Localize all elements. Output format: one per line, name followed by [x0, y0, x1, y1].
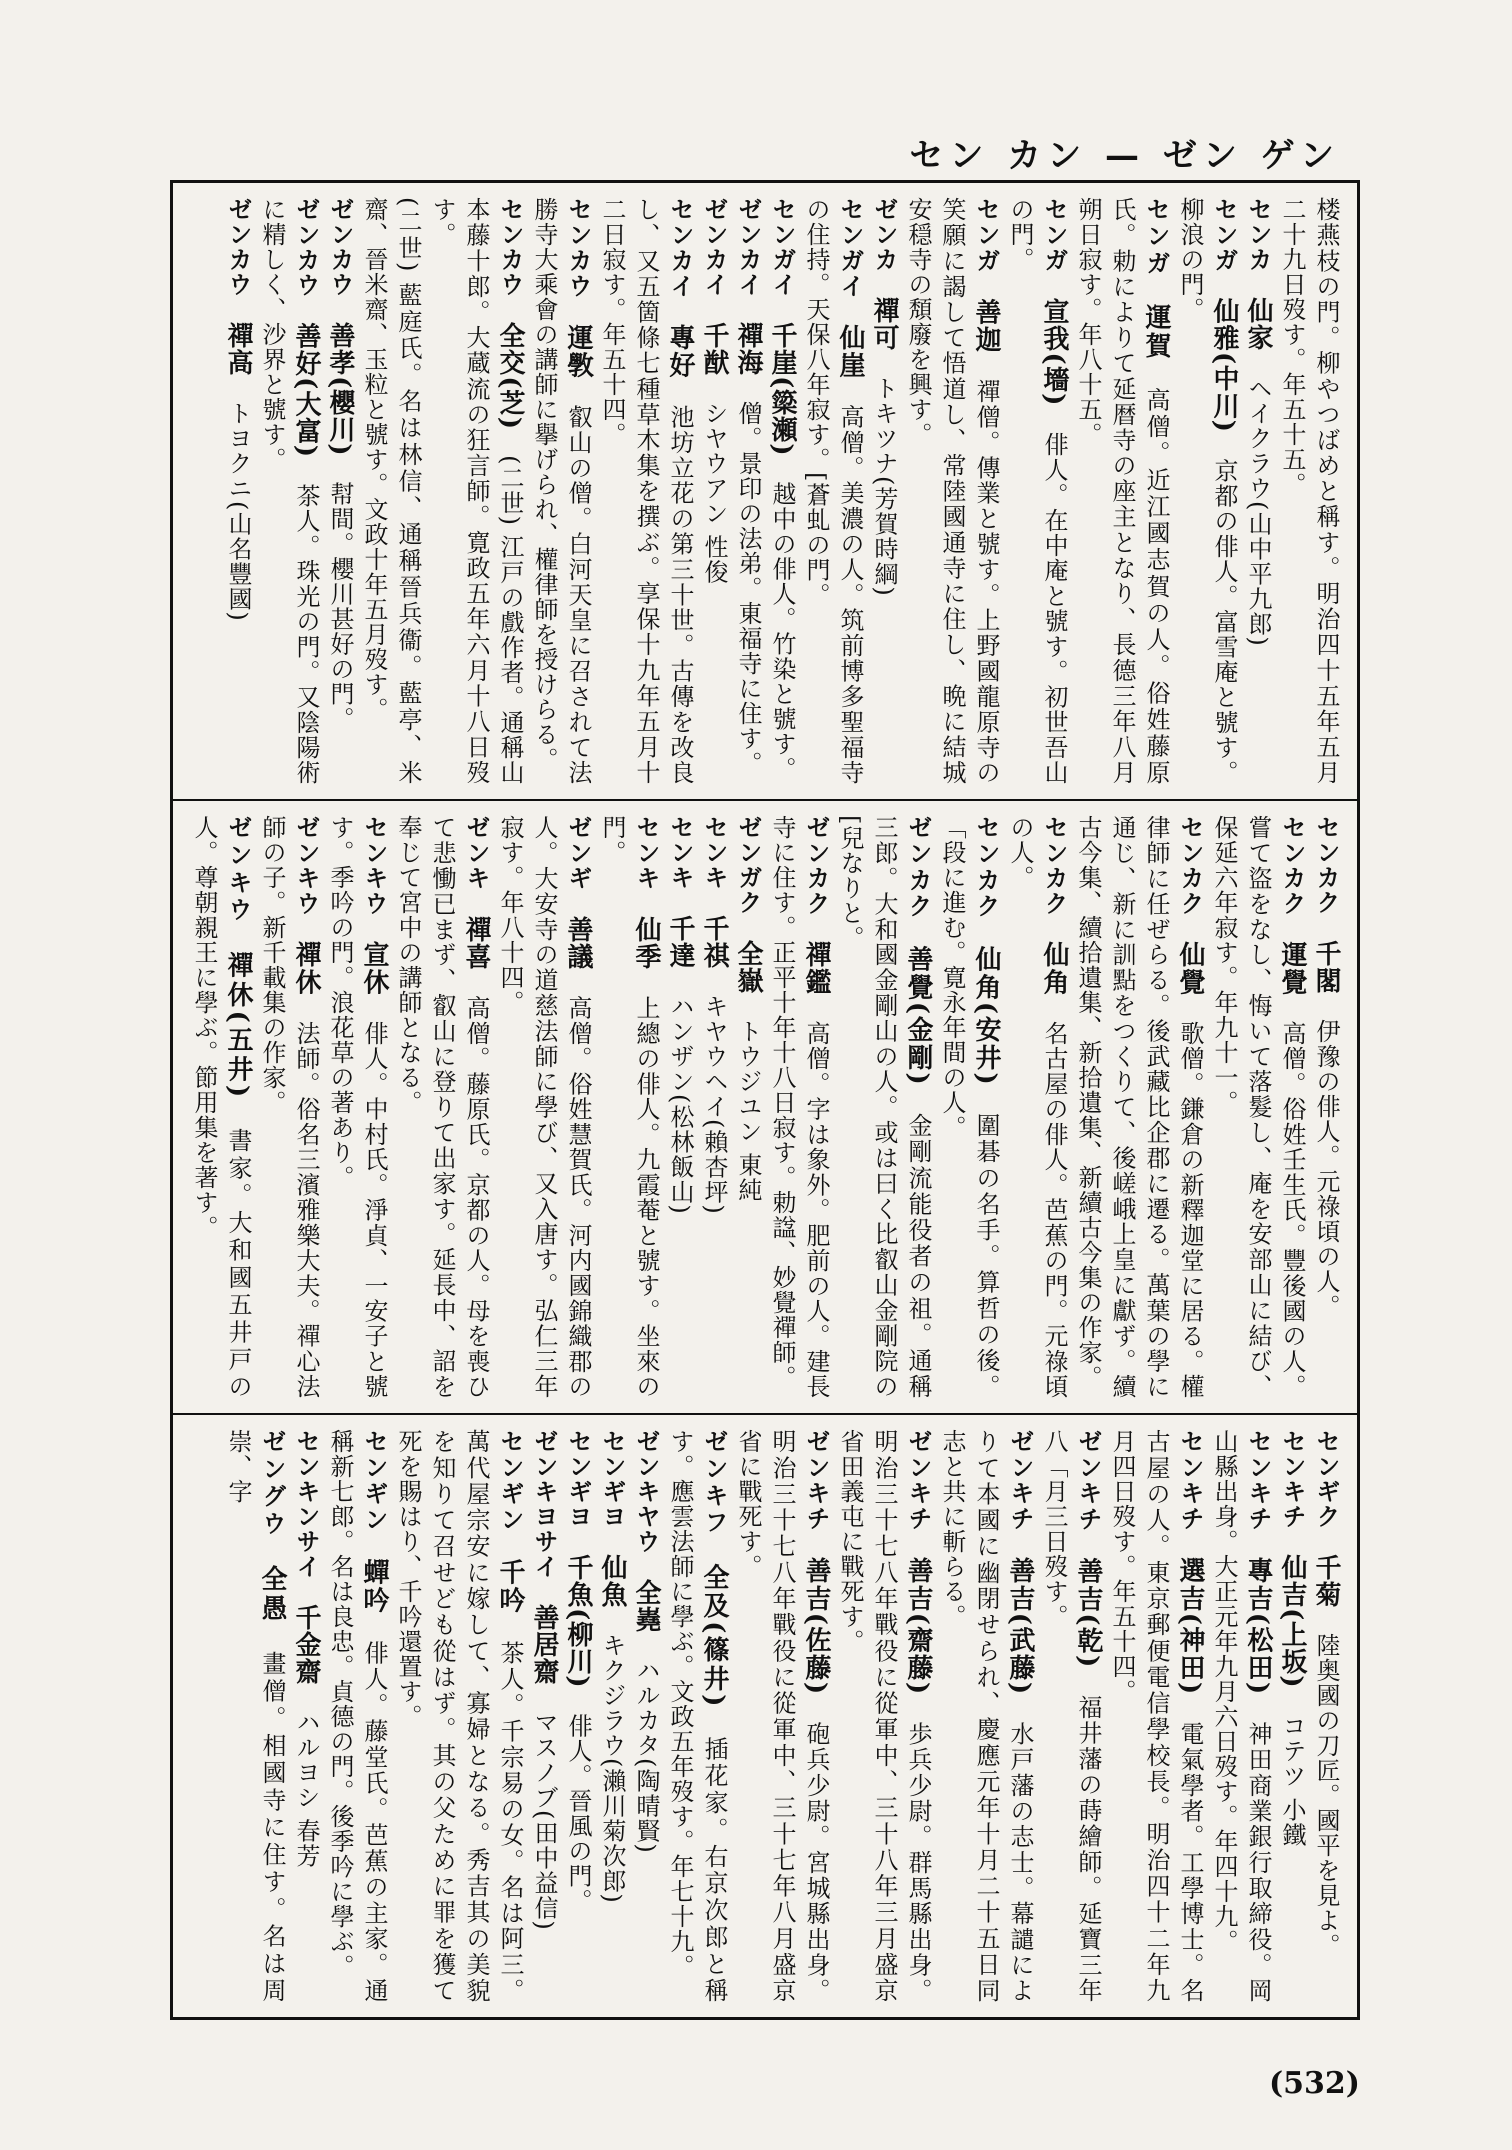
entry-text: 禪僧。傳業と號す。上野國龍原寺の笑願に謁して悟道し、常陸國通寺に住し、晩に結城安穏寺の頽廢を興す。	[904, 197, 1000, 785]
entry-text: ヘイクラウ(山中平九郎)	[1244, 376, 1272, 647]
entry-text: 高僧。近江國志賀の人。俗姓藤原氏。勅によりて延暦寺の座主となり、長德三年八月朔日寂す。年八十五。	[1074, 197, 1170, 785]
dictionary-entry	[1207, 1429, 1275, 2003]
dictionary-entry	[425, 197, 527, 785]
dictionary-entry	[1003, 815, 1071, 1399]
entry-kanji: 仙魚	[597, 1554, 627, 1608]
dictionary-entry	[323, 197, 357, 785]
entry-text: 高僧。藤原氏。京都の人。母を喪ひて悲慟已まず、叡山に登りて出家す。延長中、詔を奉じて宮中の講師となる。	[394, 815, 490, 1399]
dictionary-entry	[731, 815, 765, 1399]
tier-text	[187, 1429, 1343, 2003]
entry-headword: センカク	[972, 815, 1000, 920]
entry-kanji: 全嶤	[631, 1579, 661, 1633]
dictionary-entry	[1309, 815, 1343, 1399]
entry-headword: センギク	[1312, 1429, 1340, 1529]
entry-kanji: 千魚(柳川)	[563, 1554, 593, 1689]
entry-text: 上總の俳人。九霞菴と號す。坐來の門。	[598, 815, 660, 1399]
dictionary-entry	[867, 197, 901, 785]
entry-text: 歌僧。鎌倉の新釋迦堂に居る。權律師に任ぜらる。後武藏比企郡に遷る。萬葉の學に通じ、新に訓點をつくりて、後嵯峨上皇に獻ず。續古今集、續拾遺集、新拾遺集、新續古今集の作家。	[1074, 815, 1204, 1399]
entry-headword: センギヨ	[598, 1429, 626, 1529]
entry-headword: センキ	[700, 815, 728, 890]
dictionary-entry	[221, 1429, 289, 2003]
dictionary-entry	[935, 1429, 1037, 2003]
dictionary-entry	[561, 1429, 595, 2003]
entry-headword: センカウ	[496, 197, 524, 298]
entry-text: マスノブ(田中益信)	[530, 1710, 558, 1931]
dictionary-entry	[697, 815, 731, 1399]
entry-headword: ゼンカウ	[224, 197, 252, 297]
entry-text: 畫僧。相國寺に住す。名は周崇、字	[224, 1429, 286, 2003]
dictionary-frame	[170, 180, 1360, 2020]
entry-headword: センカク	[1176, 815, 1204, 916]
dictionary-entry	[323, 815, 391, 1399]
entry-kanji: 善吉(武藤)	[1005, 1557, 1035, 1696]
entry-kanji: 善孝(櫻川)	[325, 322, 355, 457]
entry-text: ハンザン(松林飯山)	[666, 994, 694, 1215]
entry-kanji: 全交(芝)	[495, 322, 525, 430]
dictionary-entry	[289, 1429, 323, 2003]
entry-text: トキツナ(芳賀時綱)	[870, 376, 898, 597]
entry-text: 高僧。俗姓慧賀氏。河内國錦織郡の人。大安寺の道慈法師に學び、又入唐す。弘仁三年寂す。年八十四。	[496, 815, 592, 1399]
entry-text: 法師。俗名三濱雅樂大夫。禪心法師の子。新千載集の作家。	[258, 815, 320, 1399]
entry-headword: センガ	[972, 197, 1000, 274]
entry-kanji: 善覺(金剛)	[903, 945, 933, 1086]
entry-kanji: 千金齋	[291, 1604, 321, 1685]
dictionary-entry	[663, 1429, 731, 2003]
entry-headword: ゼンガク	[734, 815, 762, 915]
entry-headword: センギヨ	[564, 1429, 592, 1529]
dictionary-entry	[1207, 815, 1309, 1399]
entry-kanji: 專好	[665, 324, 695, 379]
entry-headword: センギン	[496, 1429, 524, 1533]
entry-kanji: 仙崖	[835, 324, 865, 379]
entry-headword: センキチ	[1244, 1429, 1272, 1532]
entry-text: 茶人。千宗易の女。名は阿三。萬代屋宗安に嫁して、寡婦となる。秀吉其の美貌を知りて召せども從はず。其の父ために罪を獲て死を賜はり、千吟還置す。	[394, 1429, 524, 2003]
dictionary-entry	[1173, 197, 1241, 785]
entry-kanji: 仙角(安井)	[971, 945, 1001, 1086]
entry-text: 福井藩の蒔繪師。延寶三年八「月三日歿す。	[1040, 1429, 1102, 2003]
tier-text	[187, 815, 1343, 1399]
entry-kanji: 禪海	[733, 322, 763, 376]
dictionary-entry	[935, 815, 1003, 1399]
entry-headword: センカウ	[564, 197, 592, 299]
dictionary-entry	[527, 197, 595, 785]
dictionary-entry	[697, 197, 731, 785]
entry-text: 俳人。在中庵と號す。初世吾山の門。	[1006, 197, 1068, 785]
entry-text: 水戸藩の志士。幕譴によりて本國に幽閉せられ、慶應元年十月二十五日同志と共に斬らる。	[938, 1429, 1034, 2003]
entry-headword: ゼンキウ	[292, 815, 320, 916]
dictionary-entry	[1309, 1429, 1343, 2003]
entry-text: 伊豫の俳人。元祿頃の人。	[1312, 1019, 1340, 1319]
entry-headword: センカク	[1040, 815, 1068, 916]
entry-headword: センキチ	[1278, 1429, 1306, 1529]
dictionary-entry	[629, 1429, 663, 2003]
entry-headword: ゼンキウ	[224, 815, 252, 925]
entry-headword: センキチ	[1176, 1429, 1204, 1532]
dictionary-entry	[1241, 197, 1275, 785]
entry-kanji: 千吟	[495, 1558, 525, 1615]
dictionary-entry	[595, 815, 663, 1399]
dictionary-entry	[323, 1429, 391, 2003]
entry-kanji: 仙吉(上坂)	[1277, 1554, 1307, 1689]
dictionary-entry	[833, 815, 935, 1399]
entry-text: 陸奥國の刀匠。國平を見よ。	[1312, 1633, 1340, 1958]
entry-text: 高僧。美濃の人。筑前博多聖福寺の住持。天保八年寂す。[蒼虬の門。	[802, 197, 864, 785]
entry-kanji: 千崖(簗瀬)	[767, 322, 797, 457]
dictionary-entry	[187, 815, 255, 1399]
dictionary-entry	[255, 815, 323, 1399]
tier-top	[173, 183, 1357, 801]
entry-headword: ゼンキチ	[1006, 1429, 1034, 1532]
entry-text: 圍碁の名手。算哲の後。「段に進む。寛永年間の人。	[938, 815, 1000, 1399]
entry-headword: ゼンカク	[802, 815, 830, 916]
dictionary-entry	[391, 815, 493, 1399]
entry-text: トウジユン 東純	[734, 1019, 762, 1203]
entry-text: 電氣學者。工學博士。名古屋の人。東京郵便電信學校長。明治四十二年九月四日歿す。年五十四。	[1108, 1429, 1204, 2003]
entry-text: 俳人。中村氏。淨貞、一安子と號す。季吟の門。浪花草の著あり。	[326, 815, 388, 1399]
entry-headword: ゼンギ	[564, 815, 592, 891]
entry-text: 茶人。珠光の門。又陰陽術に精しく、沙界と號す。	[258, 197, 320, 785]
entry-text: 插花家。右京次郎と稱す。應雲法師に學ぶ。文政五年歿す。年七十九。	[666, 1429, 728, 2003]
entry-text: 楼燕枝の門。柳やつばめと稱す。明治四十五年五月二十九日歿す。年五十五。	[1278, 197, 1340, 785]
dictionary-entry	[731, 197, 765, 785]
entry-headword: センガ	[1210, 197, 1238, 273]
entry-headword: ゼンキヤウ	[632, 1429, 660, 1554]
dictionary-entry	[901, 197, 1003, 785]
entry-text: 越中の俳人。竹染と號す。	[768, 481, 796, 782]
entry-headword: ゼンキヨサイ	[530, 1429, 558, 1579]
dictionary-entry	[1071, 815, 1207, 1399]
entry-headword: ゼンキチ	[802, 1429, 830, 1532]
entry-kanji: 千祺	[699, 915, 729, 969]
entry-text: シヤウアン 性俊	[700, 401, 728, 585]
page-number: (532)	[1268, 2066, 1360, 2101]
entry-kanji: 仙雅(中川)	[1209, 297, 1239, 433]
dictionary-entry	[799, 197, 867, 785]
entry-text: トヨクニ(山名豐國)	[224, 401, 252, 622]
running-head: セン カン — ゼン ゲン	[909, 136, 1340, 176]
entry-headword: センガイ	[768, 197, 796, 297]
entry-text: 京都の俳人。富雪庵と號す。柳浪の門。	[1176, 197, 1238, 785]
tier-middle	[173, 801, 1357, 1415]
entry-headword: ゼンキチ	[1074, 1429, 1102, 1532]
entry-kanji: 運賀	[1141, 303, 1171, 361]
dictionary-entry	[1105, 1429, 1207, 2003]
entry-text: 高僧。俗姓壬生氏。豐後國の人。嘗て盜をなし、悔いて落髮し、庵を安部山に結び、保延六年寂す。年九十一。	[1210, 815, 1306, 1399]
entry-headword: ゼンカウ	[326, 197, 354, 297]
dictionary-entry	[1275, 1429, 1309, 2003]
entry-kanji: 全愚	[257, 1565, 287, 1624]
entry-headword: センカ	[1244, 197, 1272, 272]
entry-kanji: 禪鑑	[801, 941, 831, 996]
entry-text: ハルカタ(陶晴賢)	[632, 1658, 660, 1854]
entry-text: 神田商業銀行取締役。岡山縣出身。大正元年九月六日歿す。年四十九。	[1210, 1429, 1272, 2003]
entry-kanji: 禪高	[223, 322, 253, 376]
dictionary-entry	[493, 815, 595, 1399]
dictionary-entry	[1071, 197, 1173, 785]
entry-headword: センキウ	[360, 815, 388, 916]
entry-headword: ゼンカウ	[292, 197, 320, 298]
entry-kanji: 善迦	[971, 298, 1001, 354]
entry-kanji: 宣休	[359, 941, 389, 996]
entry-kanji: 蟬吟	[359, 1558, 389, 1615]
entry-text: コテツ 小鐵	[1278, 1713, 1306, 1848]
entry-kanji: 禪可	[869, 297, 899, 351]
entry-headword: センガイ	[836, 197, 864, 299]
entry-headword: ゼングウ	[258, 1429, 286, 1538]
dictionary-entry	[731, 1429, 833, 2003]
dictionary-entry	[595, 197, 697, 785]
entry-kanji: 全嶽	[733, 940, 763, 994]
entry-kanji: 仙家	[1243, 297, 1273, 351]
entry-headword: センカク	[1278, 815, 1306, 916]
dictionary-entry	[833, 1429, 935, 2003]
entry-headword: ゼンカイ	[700, 197, 728, 297]
entry-kanji: 宣我(墻)	[1039, 297, 1069, 407]
dictionary-entry	[255, 197, 323, 785]
entry-kanji: 專吉(松田)	[1243, 1557, 1273, 1696]
dictionary-entry	[1275, 197, 1343, 785]
entry-text: 池坊立花の第三十世。古傳を改良し、又五箇條七種草木集を撰ぶ。享保十九年五月十二日寂す。年五十四。	[598, 197, 694, 785]
entry-kanji: 禪喜	[461, 915, 491, 971]
entry-text: 歩兵少尉。群馬縣出身。明治三十七八年戰役に從軍中、三十八年三月盛京省田義屯に戰死す。	[836, 1429, 932, 2003]
entry-kanji: 善吉(齋藤)	[903, 1557, 933, 1696]
dictionary-entry	[663, 815, 697, 1399]
dictionary-entry	[391, 1429, 527, 2003]
entry-kanji: 仙覺	[1175, 941, 1205, 996]
entry-kanji: 全及(篠井)	[699, 1563, 729, 1708]
entry-kanji: 千猷	[699, 322, 729, 376]
entry-kanji: 運覺	[1277, 941, 1307, 996]
entry-headword: センキ	[666, 815, 694, 890]
tier-bottom	[173, 1415, 1357, 2017]
entry-text: 僧。景印の法弟。東福寺に住す。	[734, 401, 762, 776]
entry-headword: センギン	[360, 1429, 388, 1533]
entry-headword: ゼンカ	[870, 197, 898, 272]
entry-text: 俳人。晉風の門。	[564, 1713, 592, 1914]
entry-text: 名古屋の俳人。芭蕉の門。元祿頃の人。	[1006, 815, 1068, 1399]
entry-headword: ゼンキチ	[904, 1429, 932, 1532]
entry-text: キクジラウ(瀨川菊次郎)	[598, 1633, 626, 1904]
entry-kanji: 禪休	[291, 941, 321, 996]
entry-kanji: 善好(大富)	[291, 322, 321, 459]
entry-headword: ゼンキフ	[700, 1429, 728, 1537]
entry-text: キヤウヘイ(賴杏坪)	[700, 994, 728, 1215]
entry-headword: ゼンカク	[904, 815, 932, 920]
entry-text: 砲兵少尉。宮城縣出身。明治三十七八年戰役に從軍中、三十七年八月盛京省に戰死す。	[734, 1429, 830, 2003]
dictionary-entry	[221, 197, 255, 785]
entry-kanji: 千菊	[1311, 1554, 1341, 1608]
entry-headword: センカク	[1312, 815, 1340, 915]
entry-kanji: 善吉(乾)	[1073, 1557, 1103, 1669]
entry-text: 金剛流能役者の祖。通稱三郎。大和國金剛山の人。或は曰く比叡山金剛院の[兒なりと。	[836, 815, 932, 1399]
entry-kanji: 善吉(佐藤)	[801, 1557, 831, 1696]
entry-text: (二世) 江戸の戲作者。通稱山本藤十郎。大蔵流の狂言師。寛政五年六月十八日歿す。	[428, 197, 524, 785]
entry-kanji: 選吉(神田)	[1175, 1557, 1205, 1696]
entry-kanji: 禪休(五井)	[223, 951, 253, 1099]
dictionary-entry	[527, 1429, 561, 2003]
entry-kanji: 仙角	[1039, 941, 1069, 996]
dictionary-entry	[1003, 197, 1071, 785]
dictionary-entry	[765, 197, 799, 785]
tier-text	[187, 197, 1343, 785]
entry-kanji: 仙季	[631, 915, 661, 971]
entry-text: 高僧。字は象外。肥前の人。建長寺に住す。正平十年十八日寂す。勅諡、妙覺禪師。	[768, 815, 830, 1399]
entry-kanji: 善議	[563, 915, 593, 971]
entry-headword: ゼンキ	[462, 815, 490, 891]
dictionary-entry	[357, 197, 425, 785]
entry-text: ハルヨシ 春芳	[292, 1710, 320, 1869]
entry-headword: センガ	[1142, 197, 1170, 277]
entry-text: 俳人。藤堂氏。芭蕉の主家。通稱新七郎。名は良忠。貞德の門。後季吟に學ぶ。	[326, 1429, 388, 2003]
entry-headword: センガ	[1040, 197, 1068, 273]
entry-headword: センキ	[632, 815, 660, 891]
entry-headword: センカイ	[666, 197, 694, 299]
entry-headword: ゼンカイ	[734, 197, 762, 297]
entry-text: 書家。大和國五井戸の人。尊朝親王に學ぶ。節用集を著す。	[190, 815, 252, 1399]
dictionary-entry	[765, 815, 833, 1399]
entry-kanji: 千達	[665, 915, 695, 969]
entry-text: (二世) 藍庭氏。名は林信、通稱晉兵衞。藍亭、米齋、晉米齋、玉粒と號す。文政十年五月歿す。	[360, 197, 422, 785]
dictionary-entry	[1037, 1429, 1105, 2003]
entry-kanji: 善居齋	[529, 1604, 559, 1685]
dictionary-entry	[595, 1429, 629, 2003]
entry-headword: センキンサイ	[292, 1429, 320, 1579]
entry-text: 叡山の僧。白河天皇に召されて法勝寺大乘會の講師に擧げられ、權律師を授けらる。	[530, 197, 592, 785]
entry-kanji: 運斆	[563, 324, 593, 379]
entry-kanji: 千閣	[1311, 940, 1341, 994]
entry-text: 幇間。櫻川甚好の門。	[326, 481, 354, 732]
